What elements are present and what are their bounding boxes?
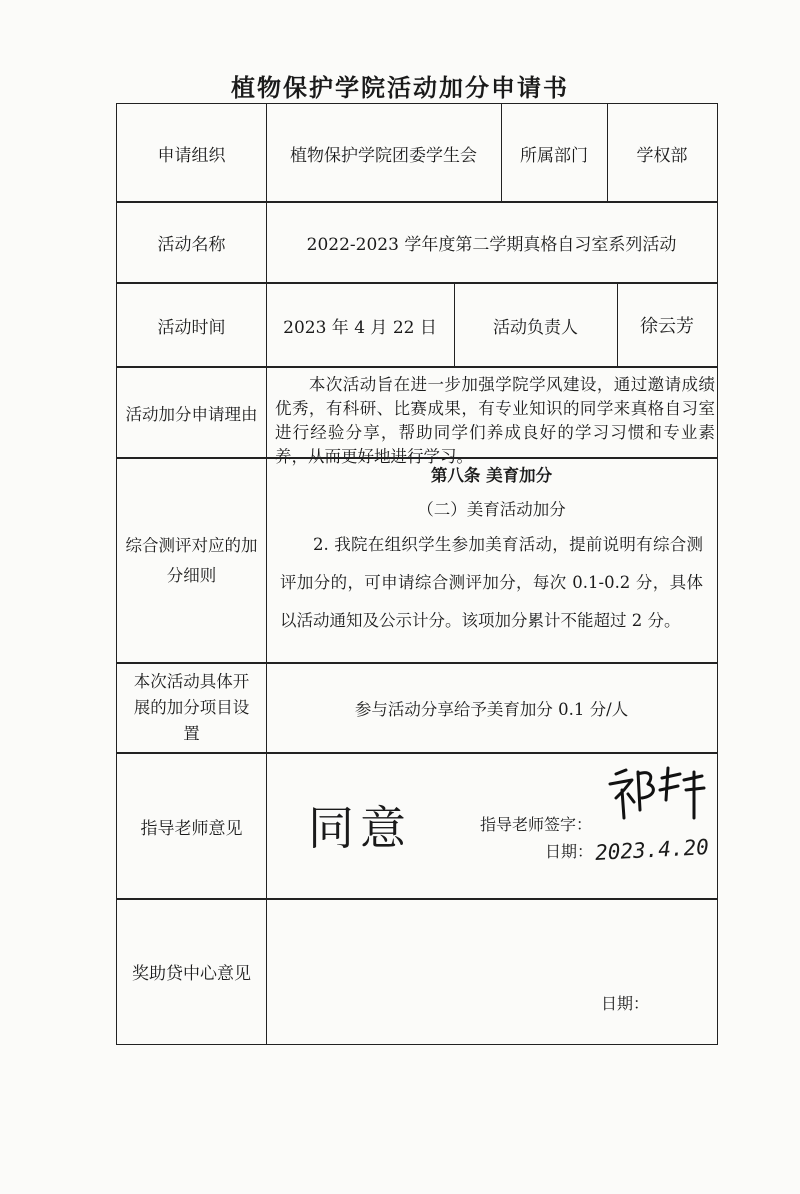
leader-label: 活动负责人 xyxy=(493,317,578,338)
teacher-sign-label: 指导老师签字： xyxy=(480,815,593,834)
teacher-label: 指导老师意见 xyxy=(140,818,243,839)
activity-time-label: 活动时间 xyxy=(157,317,226,338)
teacher-date-value: 2023.4.20 xyxy=(594,835,710,865)
reason-text: 本次活动旨在进一步加强学院学风建设，通过邀请成绩优秀，有科研、比赛成果，有专业知识的同学来真格自习室进行经验分享，帮助同学们养成良好的学习习惯和专业素养，从而更好地进行学习。 xyxy=(275,375,715,466)
dept-label: 所属部门 xyxy=(520,145,588,166)
row-apply-org xyxy=(116,103,718,203)
teacher-date-label: 日期： xyxy=(545,842,594,861)
document-title: 植物保护学院活动加分申请书 xyxy=(231,74,569,102)
rules-body: 2. 我院在组织学生参加美育活动，提前说明有综合测评加分的，可申请综合测评加分，每次 0.1-0.2 分，具体以活动通知及公示计分。该项加分累计不能超过 2 分。 xyxy=(280,535,703,630)
apply-org-label: 申请组织 xyxy=(157,145,226,166)
activity-time-value: 2023 年 4 月 22 日 xyxy=(283,317,437,338)
bonus-value: 参与活动分享给予美育加分 0.1 分/人 xyxy=(354,700,629,719)
dept-value: 学权部 xyxy=(636,145,688,166)
reason-label: 活动加分申请理由 xyxy=(125,404,258,424)
bonus-label xyxy=(117,663,266,753)
center-label: 奖助贷中心意见 xyxy=(132,964,251,984)
center-date-label: 日期： xyxy=(601,994,650,1013)
row-rules xyxy=(116,457,718,664)
rules-label xyxy=(117,458,266,663)
row-bonus xyxy=(116,662,718,754)
rules-label-text: 综合测评对应的加分细则 xyxy=(125,535,258,585)
bonus-label-text: 本次活动具体开展的加分项目设置 xyxy=(133,672,250,743)
activity-name-label: 活动名称 xyxy=(157,235,226,255)
teacher-date-line xyxy=(545,835,710,865)
row-center xyxy=(116,898,718,1045)
rules-subheading: （二）美育活动加分 xyxy=(417,500,566,519)
rules-heading: 第八条 美育加分 xyxy=(430,466,553,485)
row-reason xyxy=(116,366,718,466)
leader-value: 徐云芳 xyxy=(640,316,694,337)
teacher-opinion: 同意 xyxy=(308,801,412,855)
teacher-signature-image xyxy=(602,760,708,824)
apply-org-value: 植物保护学院团委学生会 xyxy=(290,145,477,166)
activity-name-value: 2022-2023 学年度第二学期真格自习室系列活动 xyxy=(306,235,677,255)
row-activity-name xyxy=(116,201,718,284)
row-activity-time xyxy=(116,282,718,368)
rules-content xyxy=(266,458,717,663)
